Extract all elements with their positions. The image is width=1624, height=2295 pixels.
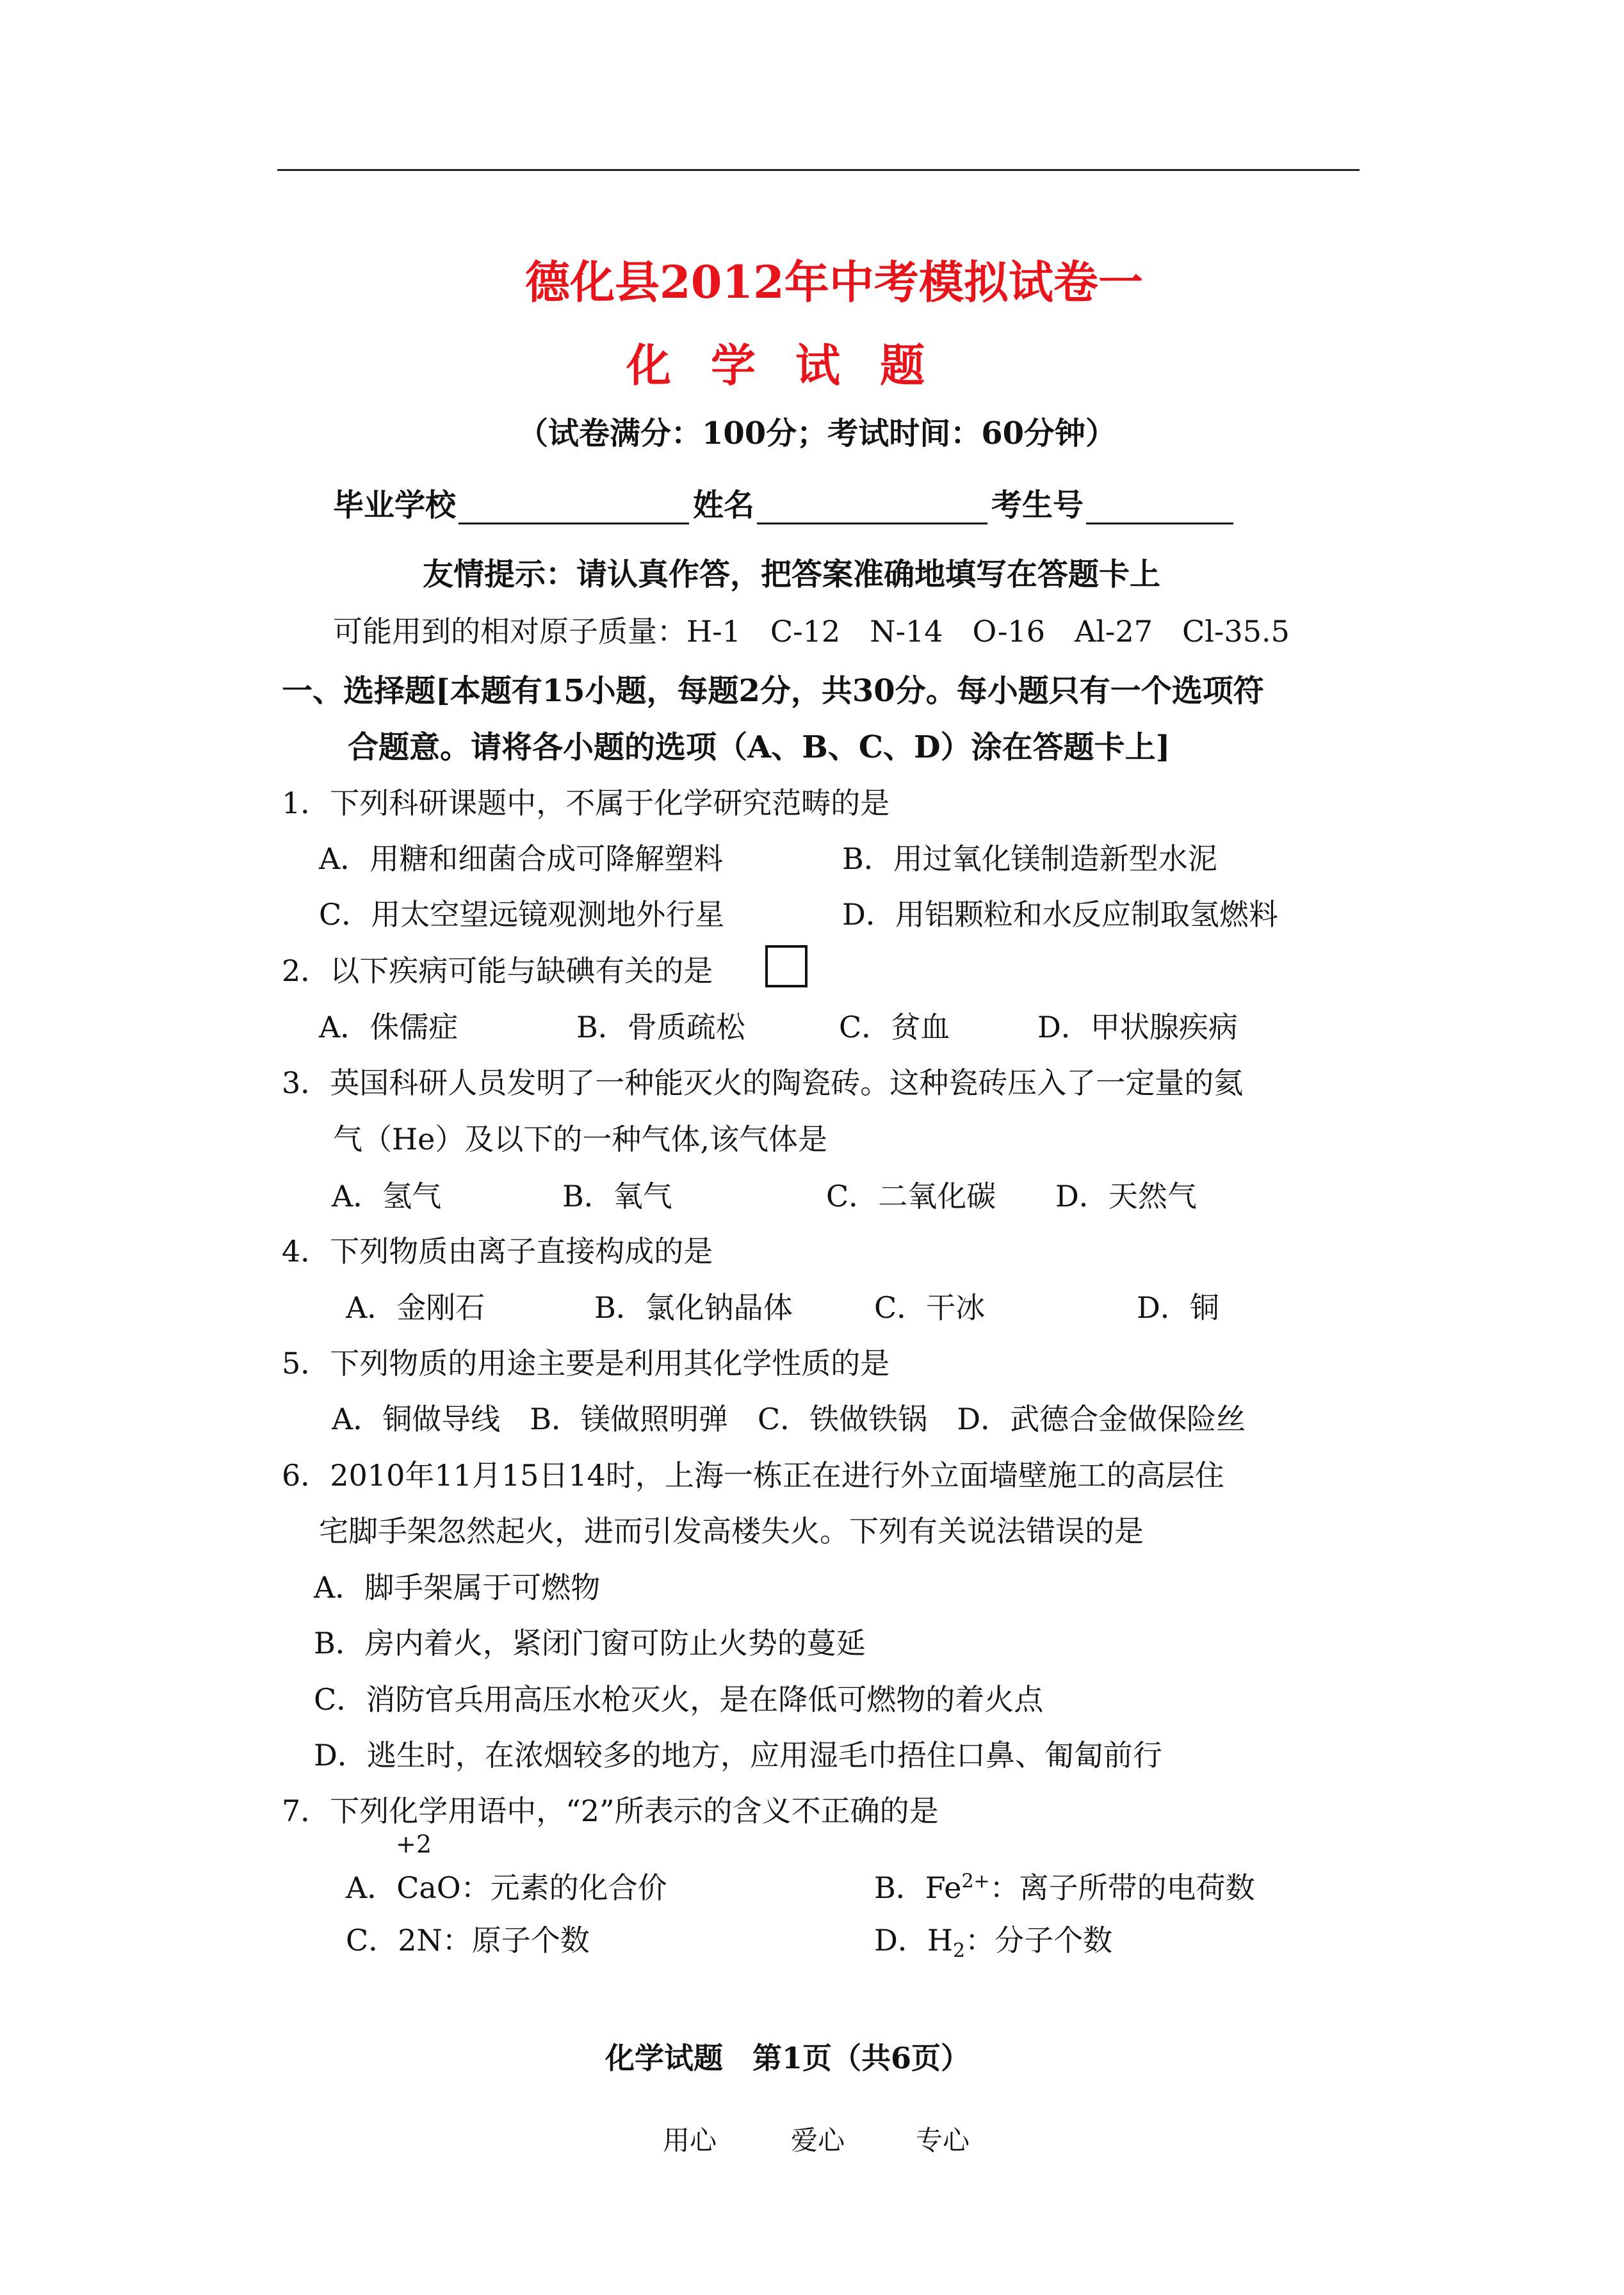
name-label: 姓名 [693,487,755,523]
q7-option-d [874,1917,1112,1962]
q7-option-d-subscript: 2 [953,1940,966,1963]
q7-stem: 7．下列化学用语中，“2”所表示的含义不正确的是 [282,1794,939,1828]
q4-option-d: D．铜 [1137,1290,1219,1325]
q6-stem: 6．2010年11月15日14时，上海一栋正在进行外立面墙壁施工的高层住 [282,1458,1224,1493]
q7-option-b-text: ：离子所带的电荷数 [989,1870,1255,1905]
q2-option-a: A．侏儒症 [319,1010,459,1044]
q2-stem: 2．以下疾病可能与缺碘有关的是 [282,953,713,988]
student-fields [333,480,1237,524]
q6-option-a: A．脚手架属于可燃物 [314,1570,601,1605]
name-blank[interactable] [757,494,987,524]
answer-box [765,945,808,987]
q7-option-a-formula: A．CaO [346,1870,461,1905]
section-heading-cont: 合题意。请将各小题的选项（A、B、C、D）涂在答题卡上] [348,729,1171,765]
footer-motto-2: 爱心 [791,2125,845,2156]
q1-stem: 1．下列科研课题中，不属于化学研究范畴的是 [282,786,890,820]
exam-no-label: 考生号 [991,487,1084,523]
q7-valence-mark: +2 [396,1830,432,1858]
q6-option-d: D．逃生时，在浓烟较多的地方，应用湿毛巾捂住口鼻、匍匐前行 [314,1738,1162,1772]
q5-options: A．铜做导线 B．镁做照明弹 C．铁做铁锅 D．武德合金做保险丝 [332,1402,1246,1436]
q6-option-b: B．房内着火，紧闭门窗可防止火势的蔓延 [314,1626,866,1660]
q3-option-b: B．氧气 [562,1179,672,1213]
q2-option-d: D．甲状腺疾病 [1037,1010,1238,1044]
q3-option-d: D．天然气 [1055,1179,1197,1213]
q7-option-a [346,1865,667,1907]
q7-option-b-charge: 2+ [961,1870,990,1893]
q3-option-a: A．氢气 [332,1179,442,1213]
q5-stem: 5．下列物质的用途主要是利用其化学性质的是 [282,1346,890,1381]
exam-info: （试卷满分：100分；考试时间：60分钟） [517,416,1116,451]
footer-motto-3: 专心 [916,2125,970,2156]
school-label: 毕业学校 [333,487,457,523]
top-rule [277,169,1360,171]
friendly-tip: 友情提示：请认真作答，把答案准确地填写在答题卡上 [423,556,1161,592]
q4-option-c: C．干冰 [874,1290,986,1325]
q4-stem: 4．下列物质由离子直接构成的是 [282,1234,713,1269]
q7-option-a-text: ：元素的化合价 [460,1870,667,1905]
section-heading: 一、选择题[本题有15小题，每题2分，共30分。每小题只有一个选项符 [282,673,1264,709]
q1-option-d: D．用铝颗粒和水反应制取氢燃料 [842,897,1278,932]
q2-option-c: C．贫血 [839,1010,950,1044]
q4-option-b: B．氯化钠晶体 [594,1290,793,1325]
footer-motto-1: 用心 [663,2125,717,2156]
q7-option-d-text: ：分子个数 [965,1923,1113,1958]
q4-option-a: A．金刚石 [346,1290,485,1325]
page-number: 化学试题 第1页（共6页） [605,2041,971,2075]
q7-option-b-formula: B．Fe [874,1870,962,1905]
q3-option-c: C．二氧化碳 [826,1179,996,1213]
q3-stem-cont: 气（He）及以下的一种气体,该气体是 [333,1122,827,1156]
q1-option-c: C．用太空望远镜观测地外行星 [319,897,725,932]
exam-title: 德化县2012年中考模拟试卷一 [525,255,1143,309]
q2-option-b: B．骨质疏松 [576,1010,745,1044]
q7-option-b [874,1865,1255,1907]
q6-stem-cont: 宅脚手架忽然起火，进而引发高楼失火。下列有关说法错误的是 [319,1514,1144,1548]
q3-stem: 3．英国科研人员发明了一种能灭火的陶瓷砖。这种瓷砖压入了一定量的氦 [282,1066,1244,1100]
exam-subtitle: 化学试题 [626,339,964,392]
q7-option-d-formula: D．H [874,1923,953,1958]
school-blank[interactable] [459,494,689,524]
q1-option-a: A．用糖和细菌合成可降解塑料 [319,841,724,876]
q6-option-c: C．消防官兵用高压水枪灭火，是在降低可燃物的着火点 [314,1682,1044,1717]
exam-no-blank[interactable] [1086,494,1233,524]
q7-option-c: C．2N：原子个数 [346,1923,590,1958]
q1-option-b: B．用过氧化镁制造新型水泥 [842,841,1217,876]
atomic-masses: 可能用到的相对原子质量：H-1 C-12 N-14 O-16 Al-27 Cl-35.5 [333,614,1290,649]
